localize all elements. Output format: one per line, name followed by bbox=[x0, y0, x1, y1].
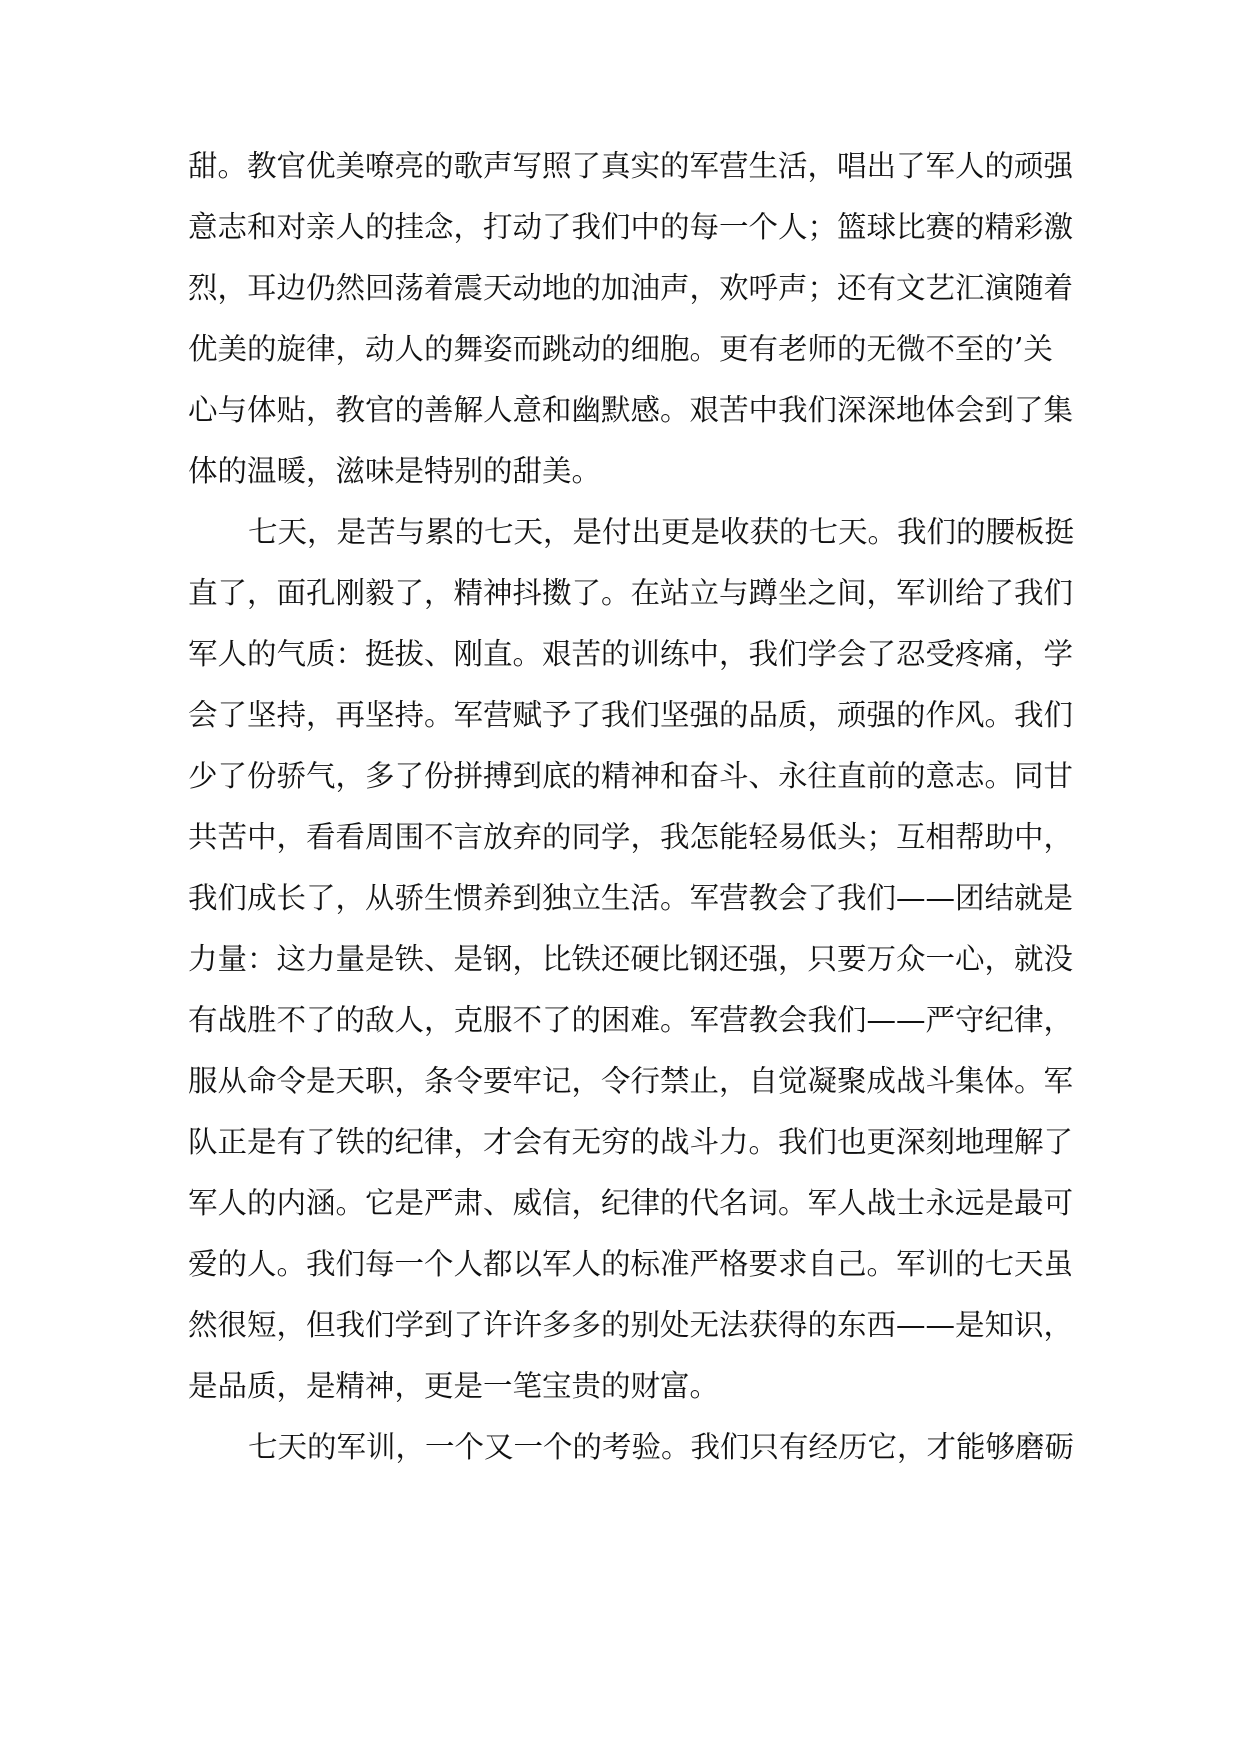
text-line: 优美的旋律，动人的舞姿而跳动的细胞。更有老师的无微不至的’关 bbox=[188, 332, 1053, 366]
text-line: 七天的军训，一个又一个的考验。我们只有经历它，才能够磨砺 bbox=[248, 1430, 1075, 1464]
text-line: 心与体贴，教官的善解人意和幽默感。艰苦中我们深深地体会到了集 bbox=[188, 393, 1074, 427]
text-line: 七天，是苦与累的七天，是付出更是收获的七天。我们的腰板挺 bbox=[248, 515, 1075, 549]
text-line: 体的温暖，滋味是特别的甜美。 bbox=[188, 454, 602, 488]
text-line: 烈，耳边仍然回荡着震天动地的加油声，欢呼声；还有文艺汇演随着 bbox=[188, 271, 1074, 305]
text-line: 我们成长了，从骄生惯养到独立生活。军营教会了我们——团结就是 bbox=[188, 881, 1074, 915]
text-line: 军人的气质：挺拔、刚直。艰苦的训练中，我们学会了忍受疼痛，学 bbox=[188, 637, 1074, 671]
text-line: 会了坚持，再坚持。军营赋予了我们坚强的品质，顽强的作风。我们 bbox=[188, 698, 1074, 732]
text-line: 服从命令是天职，条令要牢记，令行禁止，自觉凝聚成战斗集体。军 bbox=[188, 1064, 1074, 1098]
text-line: 有战胜不了的敌人，克服不了的困难。军营教会我们——严守纪律， bbox=[188, 1003, 1074, 1037]
text-line: 然很短，但我们学到了许许多多的别处无法获得的东西——是知识， bbox=[188, 1308, 1074, 1342]
text-line: 是品质，是精神，更是一笔宝贵的财富。 bbox=[188, 1369, 720, 1403]
text-line: 意志和对亲人的挂念，打动了我们中的每一个人；篮球比赛的精彩激 bbox=[188, 210, 1074, 244]
text-line: 队正是有了铁的纪律，才会有无穷的战斗力。我们也更深刻地理解了 bbox=[188, 1125, 1074, 1159]
text-line: 军人的内涵。它是严肃、威信，纪律的代名词。军人战士永远是最可 bbox=[188, 1186, 1074, 1220]
text-line: 共苦中，看看周围不言放弃的同学，我怎能轻易低头；互相帮助中， bbox=[188, 820, 1074, 854]
text-line: 少了份骄气，多了份拼搏到底的精神和奋斗、永往直前的意志。同甘 bbox=[188, 759, 1074, 793]
text-line: 直了，面孔刚毅了，精神抖擞了。在站立与蹲坐之间，军训给了我们 bbox=[188, 576, 1074, 610]
text-line: 甜。教官优美嘹亮的歌声写照了真实的军营生活，唱出了军人的顽强 bbox=[188, 149, 1074, 183]
text-line: 力量：这力量是铁、是钢，比铁还硬比钢还强，只要万众一心，就没 bbox=[188, 942, 1074, 976]
text-line: 爱的人。我们每一个人都以军人的标准严格要求自己。军训的七天虽 bbox=[188, 1247, 1074, 1281]
